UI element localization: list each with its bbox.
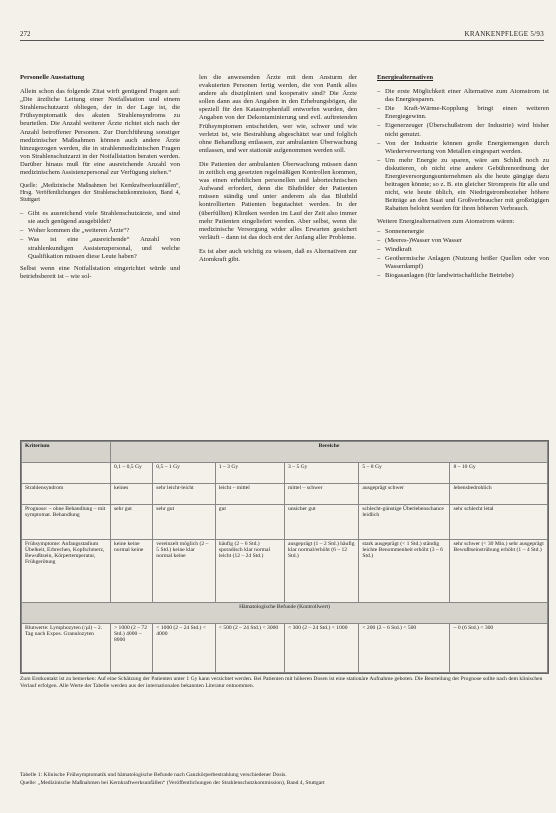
table-cell: < 1000 (2 – 24 Std.) < 4000 xyxy=(153,624,215,673)
body-paragraph: Die Patienten der ambulanten Überwachung müssen dann in zeitlich eng gesetzten regelmäßigen Kontrollen kommen, was einen erheblichen personellen und labortechnischen Aufwand erfordert, denn die Blutbilder der Patienten müssen ständig und unter anderem als das Blutbild kontrollierten Patienten begutachtet werden. In der (überfüllten) Kliniken werden im Lauf der Zeit also immer mehr Patienten eingeliefert werden. Aber selbst, wenn die medizinische Versorgung wider alles Erwarten gesichert verläuft – dann ist das doch erst der Anfang aller Probleme. xyxy=(199,160,357,241)
body-paragraph: Es ist aber auch wichtig zu wissen, daß es Alternativen zur Atomkraft gibt. xyxy=(199,247,357,263)
energy-list xyxy=(377,228,549,281)
table-cell: sehr leicht-leicht xyxy=(153,484,215,505)
table-cell xyxy=(22,463,111,484)
row-label: Strahlensyndrom xyxy=(22,484,111,505)
table-source: Quelle: „Medizinische Maßnahmen bei Kernkraftwerksunfällen“ (Veröffentlichungen der Strahlenschutzkommission), Band 4, Stuttgart xyxy=(20,780,325,786)
quote-source: Quelle: „Medizinische Maßnahmen bei Kernkraftwerksunfällen“, Hrsg. Veröffentlichungen der Strahlenschutzkommission, Band 4, Stuttgart xyxy=(20,183,180,204)
table-row xyxy=(22,463,548,484)
body-paragraph: Selbst wenn eine Notfallstation eingerichtet würde und betriebsbereit ist – wie sol- xyxy=(20,264,180,280)
table-cell: keines xyxy=(111,484,153,505)
list-item: – Gibt es ausreichend viele Strahlenschutzärzte, und sind sie auch genügend ausgebildet? xyxy=(20,210,180,226)
table-row xyxy=(22,484,548,505)
table-cell: 8 – 10 Gy xyxy=(450,463,548,484)
table-cell: leicht – mittel xyxy=(215,484,284,505)
table-cell: schlecht-günstige Überlebenschance leidlich xyxy=(359,505,450,540)
table-cell: mittel – schwer xyxy=(285,484,359,505)
table-cell: gut xyxy=(215,505,284,540)
table-cell: > 1000 (2 – 72 Std.) 4000 – 8000 xyxy=(111,624,153,673)
table-row xyxy=(22,540,548,603)
table-cell: 0,1 – 0,5 Gy xyxy=(111,463,153,484)
table-header-row xyxy=(22,442,548,463)
table-cell: ausgeprägt schwer xyxy=(359,484,450,505)
list-item: – Die Kraft-Wärme-Kopplung bringt einen weiteren Energiegewinn. xyxy=(377,105,549,121)
table-cell: 5 – 8 Gy xyxy=(359,463,450,484)
table-cell: sehr schlecht letal xyxy=(450,505,548,540)
table-band-row xyxy=(22,603,548,624)
table-caption: Tabelle 1: Klinische Frühsymptomatik und hämatologische Befunde nach Ganzkörperbestrahlung verschiedener Dosis. xyxy=(20,772,287,778)
table-note: Zum Erstkontakt ist zu bemerken: Auf eine Schätzung der Patienten unter 1 Gy kann verzichtet werden. Bei Patienten mit höheren Dosen ist eine stationäre Aufnahme geboten. Die Beurteilung der Prognose sollte nach dem klinischen Verlauf erfolgen. Alle Werte der Tabelle werden aus der internationalen bekannten Literatur entnommen. xyxy=(20,676,543,689)
list-item: – Was ist eine „ausreichende“ Anzahl von strahlenkundigen Assistenzpersonal, und welche Qualifikation müssen diese Leute haben? xyxy=(20,236,180,260)
list-item: – Windkraft xyxy=(377,246,549,254)
row-label: Prognose: – ohne Behandlung – mit symptomat. Behandlung xyxy=(22,505,111,540)
table-cell: < 500 (2 – 24 Std.) < 3000 xyxy=(215,624,284,673)
quote-paragraph: Allein schon das folgende Zitat wirft genügend Fragen auf: „Die ärztliche Leitung einer Notfallstation und einem Strahlenschutzarzt obliegen, der in der Lage ist, die Frühsymptomatik des akuten Strahlensyndroms zu beurteilen. Die Anzahl weiterer Ärzte richtet sich nach der Anzahl betroffener Personen. Zur Durchführung sonstiger medizinischer Maßnahmen können auch andere Ärzte hinzugezogen werden, die in strahlenmedizinischen Fragen von Strahlenschutzarzt in der Notfallstation beraten werden. Darüber hinaus muß für eine ausreichende Anzahl von medizinischem Assistenzpersonal zur Verfügung stehen.“ xyxy=(20,88,180,177)
table-cell: stark ausgeprägt (< 1 Std.) ständig leichte Benommenheit erhöht (3 – 6 Std.) xyxy=(359,540,450,603)
table-cell: 0,5 – 1 Gy xyxy=(153,463,215,484)
table-cell: < 300 (2 – 24 Std.) < 1000 xyxy=(285,624,359,673)
column-header: Kriterium xyxy=(22,442,111,463)
column-1 xyxy=(20,74,180,287)
section-heading: Personelle Ausstattung xyxy=(20,74,85,81)
list-item: – Sonnenenergie xyxy=(377,228,549,236)
symptom-table xyxy=(20,440,549,674)
section-heading: Energiealternativen xyxy=(377,74,434,81)
table-cell: sehr gut xyxy=(111,505,153,540)
range-header: Bereiche xyxy=(111,442,548,463)
row-label: Blutwerte: Lymphozyten (/µl) – 2. Tag nach Expos. Granulozyten xyxy=(22,624,111,673)
table-cell: sehr gut xyxy=(153,505,215,540)
table-cell: 1 – 3 Gy xyxy=(215,463,284,484)
table-row xyxy=(22,624,548,673)
band-label: Hämatologische Befunde (Kontrollwert) xyxy=(22,603,548,624)
table-cell: häufig (2 – 6 Std.) sporadisch klar normal leicht (12 – 24 Std.) xyxy=(215,540,284,603)
table-cell: ausgeprägt (1 – 2 Std.) häufig klar normal/erhöht (6 – 12 Std.) xyxy=(285,540,359,603)
table-cell: lebensbedrohlich xyxy=(450,484,548,505)
table-cell: < 200 (2 – 6 Std.) < 500 xyxy=(359,624,450,673)
list-item: – Woher kommen die „weiteren Ärzte“? xyxy=(20,227,180,235)
list-item: – Biogasanlagen (für landwirtschaftliche Betriebe) xyxy=(377,272,549,280)
list-item: – (Meeres-)Wasser von Wasser xyxy=(377,237,549,245)
body-paragraph: Weitere Energiealternativen zum Atomstrom wären: xyxy=(377,217,515,225)
table-cell: unsicher gut xyxy=(285,505,359,540)
table-cell: 3 – 5 Gy xyxy=(285,463,359,484)
list-item: – Eigenerzeuger (Überschußstrom der Industrie) wird bisher nicht genutzt. xyxy=(377,122,549,138)
table-cell: vereinzelt möglich (2 – 5 Std.) keine klar normal keine xyxy=(153,540,215,603)
page-header xyxy=(20,28,544,41)
table-cell: keine keine normal keine xyxy=(111,540,153,603)
table-row xyxy=(22,505,548,540)
page-number: 272 xyxy=(20,30,31,38)
column-2 xyxy=(199,74,357,270)
row-label: Frühsymptome: Anfangsstadium Übelkeit, Erbrechen, Kopfschmerz, Bewußtsein, Körpertemperatur, Frühgerötung xyxy=(22,540,111,603)
column-3 xyxy=(377,74,549,284)
body-paragraph: len die anwesenden Ärzte mit dem Ansturm der evakuierten Personen fertig werden, die von Panik alles andere als diszipliniert und kooperativ sind? Die Ärzte sollen dann aus den Angaben in den Erhebungsbögen, die speziell für den Katastrophenfall entworfen wurden, den Angaben von der Dekontaminierung und evtl. auftretenden Frühsymptomen entscheiden, wer wie, schwer und wie verletzt ist, wie Bestrahlung abgeschätzt war und folglich ohne Behandlung entlassen, zur ambulanten Überwachung entlassen, und wer stationär aufgenommen werden soll. xyxy=(199,74,357,154)
list-item: – Die erste Möglichkeit einer Alternative zum Atomstrom ist das Energiesparen. xyxy=(377,88,549,104)
table-cell: sehr schwer (< 30 Min.) sehr ausgeprägt Bewußtseinstrübung erhöht (1 – 4 Std.) xyxy=(450,540,548,603)
question-list xyxy=(20,210,180,261)
alternatives-list xyxy=(377,88,549,213)
table-cell: ~ 0 (6 Std.) < 300 xyxy=(450,624,548,673)
list-item: – Von der Industrie können große Energiemengen durch Wiederverwertung von Metallen eingespart werden. xyxy=(377,140,549,156)
journal-title: KRANKENPFLEGE 5/93 xyxy=(464,30,544,38)
list-item: – Geothermische Anlagen (Nutzung heißer Quellen oder von Wasserdampf) xyxy=(377,255,549,271)
list-item: – Um mehr Energie zu sparen, wäre am Schluß noch zu diskutieren, ob nicht eine andere Gebührenordnung der Energieversorgungsunternehmen als die heute gängige dazu beitragen könnte; so z. B. ein gleicher Strompreis für alle und nicht, wie heute üblich, ein Niedrigstrombezieher höhere Beiträge an den Staat und Großverbraucher mit großzügigen Rabatten belohnt werden für ihren höheren Verbrauch. xyxy=(377,157,549,214)
